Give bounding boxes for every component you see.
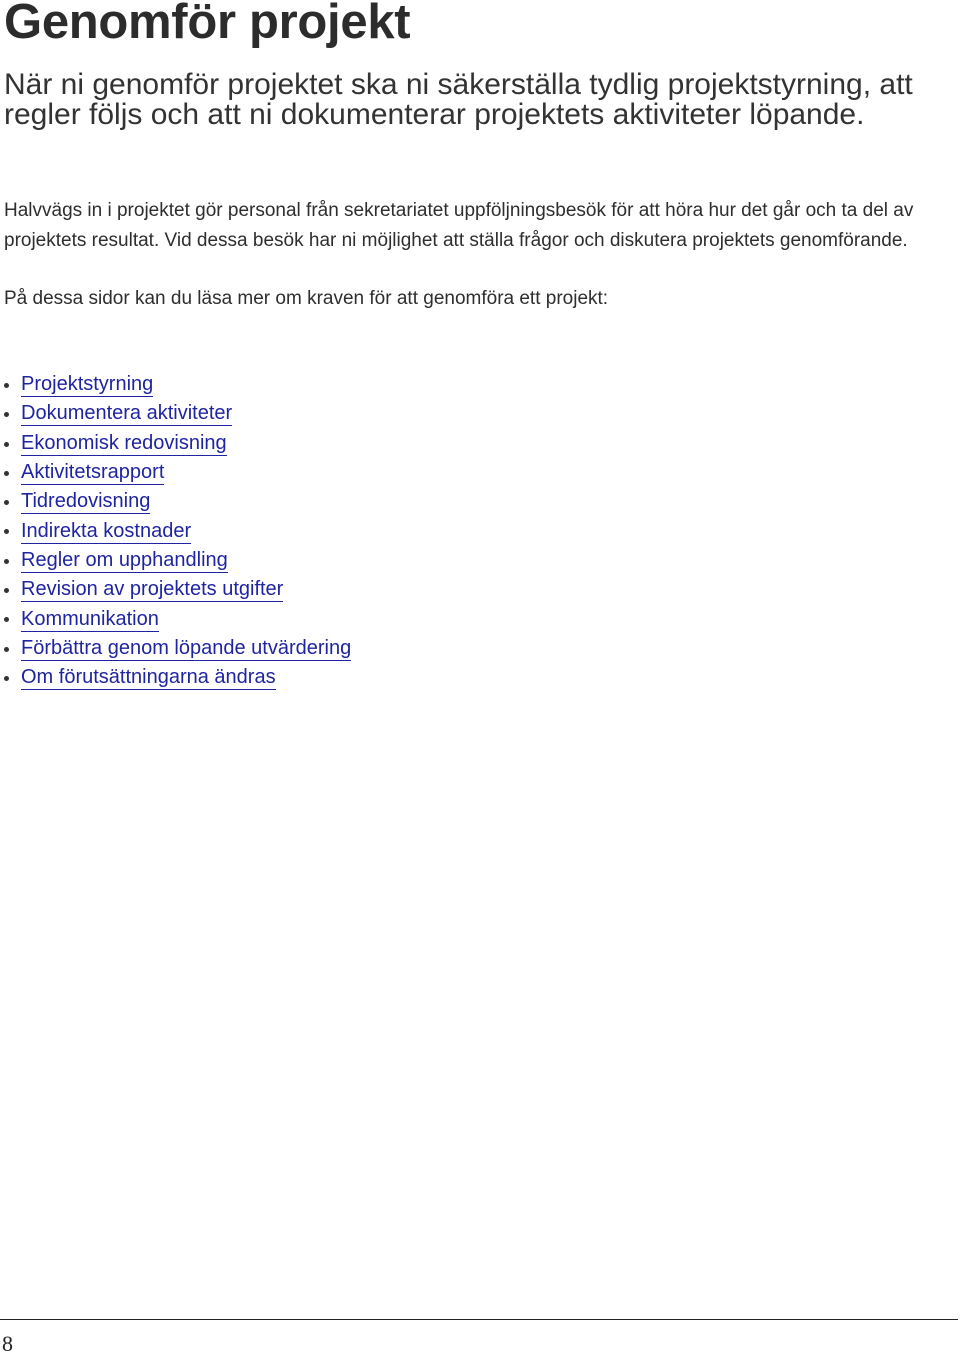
bullet-icon [4, 676, 9, 681]
bullet-icon [4, 647, 9, 652]
link-projektstyrning[interactable]: Projektstyrning [21, 373, 154, 396]
list-item [0, 546, 351, 575]
page-title: Genomför projekt [4, 0, 411, 49]
bullet-icon [4, 500, 9, 505]
bullet-icon [4, 588, 9, 593]
link-forbattra-genom-lopande-utvardering[interactable]: Förbättra genom löpande utvärdering [21, 636, 352, 659]
bullet-icon [4, 617, 9, 622]
list-item [0, 458, 351, 487]
list-item [0, 575, 351, 604]
list-item [0, 399, 351, 428]
bullet-icon [4, 383, 9, 388]
footer-divider [0, 1319, 958, 1320]
link-regler-om-upphandling[interactable]: Regler om upphandling [21, 548, 228, 571]
list-item [0, 663, 351, 692]
bullet-icon [4, 471, 9, 476]
list-item [0, 370, 351, 399]
lead-paragraph: När ni genomför projektet ska ni säkerställa tydlig projektstyrning, att regler följs och att ni dokumenterar projektets aktiviteter löpande. [4, 68, 913, 131]
body-paragraph: Halvvägs in i projektet gör personal från sekretariatet uppföljningsbesök för att höra hur det går och ta del av projektets resultat. Vid dessa besök har ni möjlighet att ställa frågor och diskutera projektets genomförande. [4, 200, 914, 251]
list-item [0, 487, 351, 516]
link-aktivitetsrapport[interactable]: Aktivitetsrapport [21, 461, 165, 484]
link-kommunikation[interactable]: Kommunikation [21, 607, 159, 630]
list-item [0, 634, 351, 663]
link-tidredovisning[interactable]: Tidredovisning [21, 490, 151, 513]
list-item [0, 604, 351, 633]
link-revision-av-projektets-utgifter[interactable]: Revision av projektets utgifter [21, 578, 284, 601]
link-om-forutsattningarna-andras[interactable]: Om förutsättningarna ändras [21, 666, 276, 689]
intro-paragraph: På dessa sidor kan du läsa mer om kraven för att genomföra ett projekt: [4, 288, 609, 309]
bullet-icon [4, 529, 9, 534]
link-ekonomisk-redovisning[interactable]: Ekonomisk redovisning [21, 431, 227, 454]
link-list [0, 370, 351, 692]
list-item [0, 429, 351, 458]
link-dokumentera-aktiviteter[interactable]: Dokumentera aktiviteter [21, 402, 233, 425]
page-number: 8 [2, 1331, 13, 1356]
bullet-icon [4, 412, 9, 417]
list-item [0, 516, 351, 545]
link-indirekta-kostnader[interactable]: Indirekta kostnader [21, 519, 192, 542]
bullet-icon [4, 559, 9, 564]
bullet-icon [4, 442, 9, 447]
